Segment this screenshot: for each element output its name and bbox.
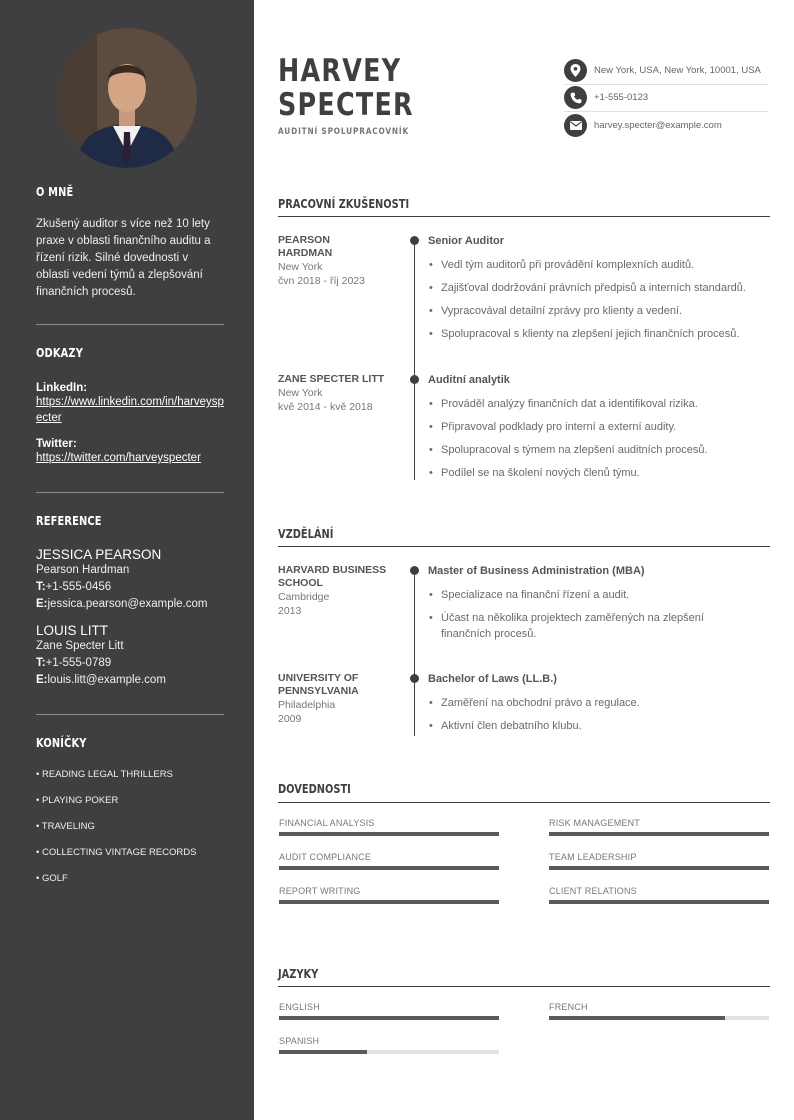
section-rule — [278, 802, 770, 803]
bullet-item: • Spolupracoval s klienty na zlepšení jejich finančních procesů. — [428, 326, 773, 342]
profile-photo — [57, 28, 197, 168]
skill-name: REPORT WRITING — [279, 886, 361, 896]
employment-dates: kvě 2014 - kvě 2018 — [278, 401, 373, 413]
bullet-item: • Připravoval podklady pro interní a externí audity. — [428, 419, 773, 435]
skill-bar-fill — [279, 832, 499, 836]
skill-item — [549, 818, 769, 836]
graduation-year: 2009 — [278, 713, 302, 725]
last-name: SPECTER — [278, 87, 414, 123]
skill-bar-track — [549, 832, 769, 836]
section-rule — [278, 986, 770, 987]
bullet-item: • Zajišťoval dodržování právních předpisů a interních standardů. — [428, 280, 773, 296]
language-bar-fill — [279, 1016, 499, 1020]
skill-item — [549, 852, 769, 870]
skill-name: FINANCIAL ANALYSIS — [279, 818, 375, 828]
company-name: ZANE SPECTER LITT — [278, 373, 385, 385]
contact-email-text: harvey.specter@example.com — [594, 119, 722, 131]
education-details — [428, 564, 773, 649]
skill-bar-fill — [549, 832, 769, 836]
phone-label: T: — [36, 581, 46, 593]
job-title: AUDITNÍ SPOLUPRACOVNÍK — [278, 127, 409, 137]
language-bar-track — [549, 1016, 769, 1020]
reference-name: JESSICA PEARSON — [36, 547, 162, 562]
employment-dates: čvn 2018 - říj 2023 — [278, 275, 365, 287]
education-meta — [278, 564, 398, 618]
skill-name: CLIENT RELATIONS — [549, 886, 637, 896]
bullet-item: • Vedl tým auditorů při provádění komplexních auditů. — [428, 257, 773, 273]
skill-item — [549, 886, 769, 904]
education-details — [428, 672, 773, 741]
timeline-line — [414, 570, 415, 736]
timeline-dot — [410, 566, 419, 575]
reference-phone: +1-555-0789 — [45, 657, 112, 669]
timeline-dot — [410, 674, 419, 683]
sidebar-divider — [36, 492, 224, 493]
language-bar-track — [279, 1050, 499, 1054]
contact-phone — [564, 84, 768, 112]
email-label: E: — [36, 674, 48, 686]
hobby-item: • PLAYING POKER — [36, 795, 119, 806]
skill-bar-fill — [279, 866, 499, 870]
twitter-label: Twitter: — [36, 438, 77, 450]
bullet-item: • Specializace na finanční řízení a audit. — [428, 587, 773, 603]
graduation-year: 2013 — [278, 605, 302, 617]
candidate-name — [278, 54, 414, 122]
language-item — [279, 1002, 499, 1020]
linkedin-link[interactable]: https://www.linkedin.com/in/harveyspecter — [36, 396, 224, 424]
about-text: Zkušený auditor s více než 10 lety praxe v oblasti finančního auditu a řízení rizik. Silné dovednosti v oblasti vedení týmů a zlepšování finančních procesů. — [36, 218, 211, 298]
language-name: ENGLISH — [279, 1002, 320, 1012]
skill-name: AUDIT COMPLIANCE — [279, 852, 372, 862]
hobbies-title: KONÍČKY — [36, 736, 87, 750]
reference-email: louis.litt@example.com — [47, 674, 166, 686]
school-name: HARVARD BUSINESS SCHOOL — [278, 564, 387, 589]
degree-title: Bachelor of Laws (LL.B.) — [428, 673, 557, 685]
language-bar-track — [279, 1016, 499, 1020]
skill-bar-fill — [549, 866, 769, 870]
languages-title: JAZYKY — [278, 967, 319, 981]
links-section — [36, 346, 224, 466]
language-bar-fill — [549, 1016, 725, 1020]
phone-label: T: — [36, 657, 46, 669]
reference-phone: +1-555-0456 — [45, 581, 112, 593]
first-name: HARVEY — [278, 53, 402, 89]
skill-bar-track — [279, 832, 499, 836]
language-name: SPANISH — [279, 1036, 320, 1046]
bullet-item: • Účast na několika projektech zaměřených na zlepšení finančních procesů. — [428, 610, 728, 642]
contact-address — [564, 57, 768, 85]
reference-item — [36, 623, 224, 689]
reference-title: REFERENCE — [36, 514, 102, 528]
job-role: Senior Auditor — [428, 235, 504, 247]
twitter-link[interactable]: https://twitter.com/harveyspecter — [36, 452, 201, 464]
school-location: Cambridge — [278, 591, 330, 603]
experience-meta — [278, 234, 398, 288]
hobby-item: • GOLF — [36, 873, 68, 884]
skill-bar-track — [549, 866, 769, 870]
skill-item — [279, 818, 499, 836]
envelope-icon — [564, 114, 587, 137]
skills-title: DOVEDNOSTI — [278, 782, 351, 796]
language-item — [279, 1036, 499, 1054]
contact-address-text: New York, USA, New York, 10001, USA — [594, 65, 761, 76]
bullet-item: • Spolupracoval s týmem na zlepšení auditních procesů. — [428, 442, 773, 458]
skill-item — [279, 852, 499, 870]
reference-name: LOUIS LITT — [36, 623, 109, 638]
skill-bar-fill — [549, 900, 769, 904]
skill-name: TEAM LEADERSHIP — [549, 852, 637, 862]
experience-meta — [278, 373, 398, 414]
sidebar — [0, 0, 254, 1120]
bullet-item: • Aktivní člen debatního klubu. — [428, 718, 773, 734]
hobby-item: • TRAVELING — [36, 821, 95, 832]
about-section — [36, 185, 224, 301]
location-pin-icon — [564, 59, 587, 82]
school-location: Philadelphia — [278, 699, 336, 711]
email-label: E: — [36, 598, 48, 610]
about-title: O MNĚ — [36, 185, 74, 199]
experience-details — [428, 234, 773, 349]
company-name: PEARSON HARDMAN — [278, 234, 333, 259]
company-location: New York — [278, 261, 323, 273]
language-bar-fill — [279, 1050, 367, 1054]
language-item — [549, 1002, 769, 1020]
bullet-item: • Zaměření na obchodní právo a regulace. — [428, 695, 773, 711]
experience-title: PRACOVNÍ ZKUŠENOSTI — [278, 197, 410, 211]
hobby-item: • READING LEGAL THRILLERS — [36, 769, 173, 780]
reference-company: Zane Specter Litt — [36, 640, 124, 652]
skill-name: RISK MANAGEMENT — [549, 818, 641, 828]
timeline-line — [414, 240, 415, 480]
bullet-item: • Podílel se na školení nových členů týmu. — [428, 465, 773, 481]
bullet-item: • Prováděl analýzy finančních dat a identifikoval rizika. — [428, 396, 773, 412]
timeline-dot — [410, 375, 419, 384]
section-rule — [278, 546, 770, 547]
job-role: Auditní analytik — [428, 374, 510, 386]
reference-item — [36, 547, 224, 613]
links-title: ODKAZY — [36, 346, 84, 360]
linkedin-label: LinkedIn: — [36, 382, 88, 394]
school-name: UNIVERSITY OF PENNSYLVANIA — [278, 672, 359, 697]
reference-company: Pearson Hardman — [36, 564, 130, 576]
education-title: VZDĚLÁNÍ — [278, 527, 334, 541]
hobbies-section — [36, 736, 224, 897]
skill-item — [279, 886, 499, 904]
skill-bar-track — [279, 900, 499, 904]
degree-title: Master of Business Administration (MBA) — [428, 565, 645, 577]
section-rule — [278, 216, 770, 217]
skill-bar-track — [279, 866, 499, 870]
skill-bar-fill — [279, 900, 499, 904]
sidebar-divider — [36, 324, 224, 325]
experience-details — [428, 373, 773, 488]
phone-icon — [564, 86, 587, 109]
contact-phone-text: +1-555-0123 — [594, 92, 649, 103]
reference-section — [36, 514, 224, 689]
education-meta — [278, 672, 398, 726]
contact-email — [564, 111, 768, 139]
sidebar-divider — [36, 714, 224, 715]
reference-email: jessica.pearson@example.com — [47, 598, 208, 610]
timeline-dot — [410, 236, 419, 245]
hobby-item: • COLLECTING VINTAGE RECORDS — [36, 847, 197, 858]
bullet-item: • Vypracovával detailní zprávy pro klienty a vedení. — [428, 303, 773, 319]
company-location: New York — [278, 387, 323, 399]
language-name: FRENCH — [549, 1002, 588, 1012]
skill-bar-track — [549, 900, 769, 904]
